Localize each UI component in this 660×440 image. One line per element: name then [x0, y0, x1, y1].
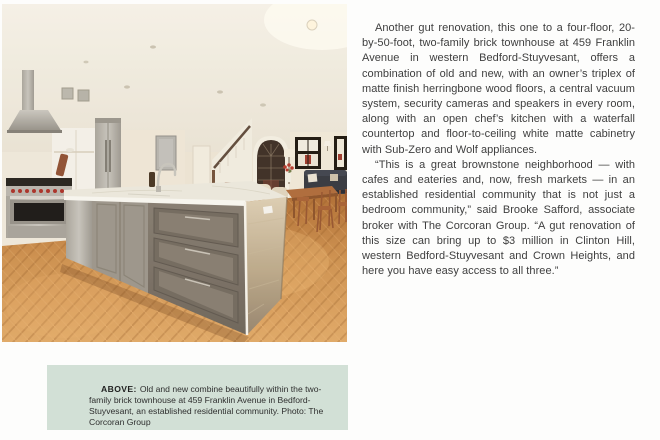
article-paragraph-1: Another gut renovation, this one to a four-floor, 20-by-50-foot, two-family brick townhouse at 459 Franklin Avenue in western Bedford-Stuyvesant, offers a combination of old and new, with an owner’s triplex of matte finish herringbone wood floors, a central vacuum system, security cameras and speakers in every room, along with an open chef’s kitchen with a waterfall countertop and floor-to-ceiling white matte cabinetry with Sub-Zero and Wolf appliances. — [362, 22, 635, 156]
kitchen-photo-art — [2, 4, 347, 342]
scan-tint — [2, 4, 347, 342]
article-column — [362, 21, 635, 279]
caption-label: ABOVE: — [101, 384, 137, 394]
kitchen-photo — [2, 4, 347, 342]
caption-body: Old and new combine beautifully within the two-family brick townhouse at 459 Franklin Avenue in Bedford-Stuyvesant, an established residential community. Photo: The Corcoran Group — [89, 384, 324, 427]
photo-caption — [47, 365, 348, 430]
article-paragraph-2: “This is a great brownstone neighborhood — with cafes and eateries and, now, fresh markets — in an established residential community that is not just a bedroom community,” said Brooke Safford, associate broker with The Corcoran Group. “A gut renovation of this size can bring up to $3 million in Clinton Hill, western Bedford-Stuyvesant and Crown Heights, and here you have easy access to all three.” — [362, 158, 635, 278]
caption-text — [89, 384, 324, 428]
